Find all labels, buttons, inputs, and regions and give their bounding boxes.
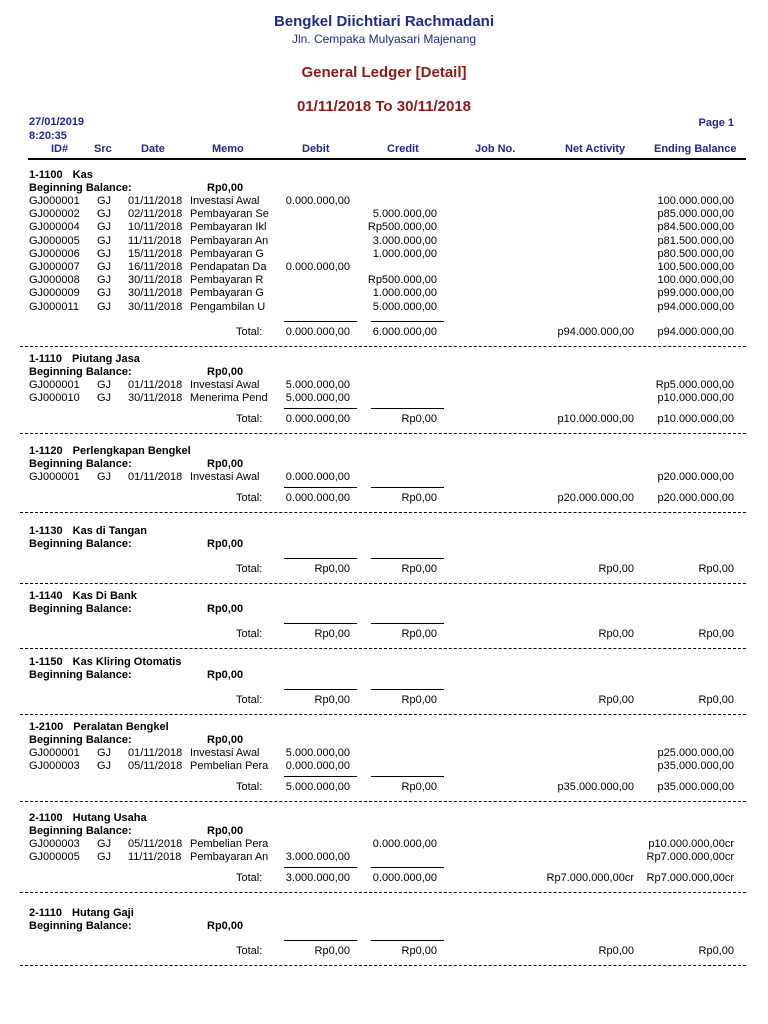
total-label: Total:: [236, 628, 263, 640]
entry-src: GJ: [97, 208, 112, 221]
beginning-balance-label: Beginning Balance:: [29, 825, 132, 837]
entry-ending-balance: p20.000.000,00: [657, 471, 734, 483]
debit-total-rule: [284, 408, 357, 409]
entry-src: GJ: [97, 247, 112, 260]
total-debit: 5.000.000,00: [285, 781, 350, 794]
beginning-balance-value: Rp0,00: [207, 669, 244, 681]
entry-memo: Pengambilan U: [190, 300, 266, 313]
entry-debit: 5.000.000,00: [285, 379, 350, 391]
total-label: Total:: [236, 492, 263, 505]
entry-debit: 5.000.000,00: [285, 392, 350, 405]
entry-src: GJ: [97, 261, 112, 273]
total-ending-balance: Rp0,00: [698, 945, 734, 957]
account-heading: [29, 590, 137, 602]
entry-id: GJ000003: [29, 838, 80, 850]
beginning-balance-value: Rp0,00: [207, 734, 244, 746]
section-divider: [20, 346, 746, 347]
entry-ending-balance: 100.000.000,00: [657, 195, 734, 207]
total-credit: Rp0,00: [401, 694, 437, 706]
entry-id: GJ000001: [29, 747, 80, 759]
account-code: 1-1140: [29, 590, 63, 602]
entry-credit: 1.000.000,00: [372, 287, 437, 300]
total-net-activity: p94.000.000,00: [557, 326, 634, 338]
total-credit: 6.000.000,00: [372, 326, 437, 338]
entry-credit: 3.000.000,00: [372, 234, 437, 247]
entry-date: 01/11/2018: [128, 747, 183, 759]
print-time: 8:20:35: [29, 130, 67, 142]
account-name: Peralatan Bengkel: [73, 721, 169, 733]
col-header-id: ID#: [51, 143, 69, 155]
beginning-balance-value: Rp0,00: [207, 182, 244, 194]
entry-date: 30/11/2018: [128, 287, 183, 300]
total-debit: Rp0,00: [314, 945, 350, 957]
account-heading: [29, 169, 93, 181]
section-divider: [20, 433, 746, 434]
entry-id: GJ000007: [29, 261, 80, 273]
total-ending-balance: Rp0,00: [698, 628, 734, 640]
account-heading: [29, 721, 169, 733]
col-header-debit: Debit: [302, 143, 330, 155]
total-credit: Rp0,00: [401, 492, 437, 505]
table-row: [0, 838, 768, 851]
account-name: Piutang Jasa: [72, 353, 140, 365]
total-label: Total:: [236, 781, 263, 794]
credit-total-rule: [371, 623, 444, 624]
beginning-balance-label: Beginning Balance:: [29, 603, 132, 615]
entry-debit: 0.000.000,00: [285, 195, 350, 207]
entry-id: GJ000005: [29, 234, 80, 247]
total-net-activity: Rp0,00: [598, 563, 634, 575]
credit-total-rule: [371, 408, 444, 409]
entry-ending-balance: p99.000.000,00: [657, 287, 734, 300]
total-ending-balance: p10.000.000,00: [657, 413, 734, 426]
credit-total-rule: [371, 321, 444, 322]
account-code: 1-2100: [29, 721, 64, 733]
total-debit: Rp0,00: [314, 628, 350, 640]
debit-total-rule: [284, 689, 357, 690]
table-row: [0, 747, 768, 760]
entry-src: GJ: [97, 471, 112, 483]
account-name: Kas: [72, 169, 93, 181]
entry-date: 11/11/2018: [128, 851, 182, 864]
report-title: General Ledger [Detail]: [301, 64, 467, 81]
debit-total-rule: [284, 867, 357, 868]
entry-credit: Rp500.000,00: [367, 274, 437, 287]
col-header-memo: Memo: [212, 143, 244, 155]
col-header-date: Date: [141, 143, 165, 155]
entry-debit: 0.000.000,00: [285, 471, 350, 483]
beginning-balance-value: Rp0,00: [207, 366, 244, 378]
section-divider: [20, 512, 746, 513]
total-debit: Rp0,00: [314, 694, 350, 706]
entry-date: 05/11/2018: [128, 760, 183, 773]
entry-ending-balance: p25.000.000,00: [657, 747, 734, 759]
table-row: [0, 301, 768, 314]
account-name: Perlengkapan Bengkel: [72, 445, 191, 457]
report-period: 01/11/2018 To 30/11/2018: [296, 98, 472, 115]
entry-debit: 0.000.000,00: [285, 760, 350, 773]
total-debit: 3.000.000,00: [285, 872, 350, 885]
account-name: Kas Di Bank: [72, 590, 137, 602]
total-debit: Rp0,00: [314, 563, 350, 575]
col-header-net-activity: Net Activity: [565, 143, 626, 155]
total-net-activity: Rp0,00: [598, 694, 634, 706]
account-heading: [29, 525, 147, 537]
account-name: Kas Kliring Otomatis: [72, 656, 182, 668]
total-label: Total:: [236, 945, 263, 957]
entry-memo: Pembayaran R: [190, 274, 264, 287]
credit-total-rule: [371, 487, 444, 488]
entry-debit: 0.000.000,00: [285, 261, 350, 273]
entry-id: GJ000001: [29, 195, 80, 207]
account-name: Hutang Usaha: [72, 812, 147, 824]
account-code: 1-1150: [29, 656, 63, 668]
table-row: [0, 195, 768, 208]
total-label: Total:: [236, 413, 263, 426]
entry-src: GJ: [97, 392, 112, 405]
header-rule: [28, 158, 746, 160]
total-credit: Rp0,00: [401, 945, 437, 957]
beginning-balance-label: Beginning Balance:: [29, 734, 132, 746]
entry-id: GJ000008: [29, 274, 80, 287]
entry-memo: Pembayaran G: [190, 287, 264, 300]
total-credit: Rp0,00: [401, 413, 437, 426]
total-ending-balance: p20.000.000,00: [657, 492, 734, 505]
total-net-activity: p10.000.000,00: [557, 413, 634, 426]
company-name: Bengkel Diichtiari Rachmadani: [273, 13, 495, 30]
col-header-job-no: Job No.: [475, 143, 516, 155]
entry-id: GJ000001: [29, 379, 80, 391]
entry-date: 05/11/2018: [128, 838, 183, 850]
entry-date: 11/11/2018: [128, 234, 182, 247]
entry-id: GJ000001: [29, 471, 80, 483]
account-heading: [29, 656, 181, 668]
entry-date: 01/11/2018: [128, 379, 183, 391]
table-row: [0, 221, 768, 234]
debit-total-rule: [284, 321, 357, 322]
entry-date: 15/11/2018: [128, 247, 183, 260]
entry-ending-balance: Rp5.000.000,00: [655, 379, 734, 391]
account-code: 1-1100: [29, 169, 63, 181]
table-row: [0, 274, 768, 287]
debit-total-rule: [284, 558, 357, 559]
total-net-activity: Rp0,00: [598, 628, 634, 640]
entry-memo: Pembayaran Se: [190, 208, 269, 221]
entry-src: GJ: [97, 851, 112, 864]
table-row: [0, 851, 768, 864]
beginning-balance-label: Beginning Balance:: [29, 458, 132, 470]
entry-date: 30/11/2018: [128, 300, 183, 313]
entry-ending-balance: 100.500.000,00: [657, 261, 734, 273]
total-net-activity: Rp0,00: [598, 945, 634, 957]
table-row: [0, 760, 768, 773]
total-ending-balance: Rp0,00: [698, 563, 734, 575]
entry-src: GJ: [97, 195, 112, 207]
beginning-balance-value: Rp0,00: [207, 825, 244, 837]
credit-total-rule: [371, 940, 444, 941]
entry-date: 01/11/2018: [128, 195, 183, 207]
entry-memo: Investasi Awal: [190, 195, 260, 207]
entry-src: GJ: [97, 379, 112, 391]
total-credit: Rp0,00: [401, 563, 437, 575]
beginning-balance-label: Beginning Balance:: [29, 182, 132, 194]
entry-date: 01/11/2018: [128, 471, 183, 483]
account-code: 1-1110: [29, 353, 63, 365]
entry-date: 30/11/2018: [128, 392, 183, 405]
total-ending-balance: Rp7.000.000,00cr: [646, 872, 734, 885]
entry-credit: 5.000.000,00: [372, 208, 437, 221]
entry-ending-balance: p81.500.000,00: [657, 234, 734, 247]
entry-ending-balance: p85.000.000,00: [657, 208, 734, 221]
section-divider: [20, 801, 746, 802]
entry-src: GJ: [97, 274, 112, 287]
entry-memo: Investasi Awal: [190, 379, 260, 391]
entry-debit: 3.000.000,00: [285, 851, 350, 864]
entry-src: GJ: [97, 747, 112, 759]
entry-ending-balance: p10.000.000,00cr: [648, 838, 734, 850]
table-row: [0, 261, 768, 274]
entry-debit: 5.000.000,00: [285, 747, 350, 759]
total-debit: 0.000.000,00: [285, 492, 350, 505]
total-credit: Rp0,00: [401, 781, 437, 794]
table-row: [0, 235, 768, 248]
entry-ending-balance: p35.000.000,00: [657, 760, 734, 773]
entry-id: GJ000004: [29, 221, 80, 234]
entry-id: GJ000005: [29, 851, 80, 864]
total-credit: Rp0,00: [401, 628, 437, 640]
beginning-balance-value: Rp0,00: [207, 603, 244, 615]
entry-ending-balance: p84.500.000,00: [657, 221, 734, 234]
entry-memo: Pembayaran G: [190, 247, 264, 260]
account-code: 1-1120: [29, 445, 63, 457]
account-heading: [29, 445, 191, 457]
beginning-balance-label: Beginning Balance:: [29, 366, 132, 378]
entry-src: GJ: [97, 221, 112, 234]
entry-src: GJ: [97, 300, 112, 313]
beginning-balance-value: Rp0,00: [207, 538, 244, 550]
entry-memo: Investasi Awal: [190, 747, 260, 759]
entry-memo: Pembelian Pera: [190, 838, 269, 850]
table-row: [0, 208, 768, 221]
debit-total-rule: [284, 487, 357, 488]
page-number: Page 1: [698, 117, 734, 129]
entry-memo: Menerima Pend: [190, 392, 268, 405]
entry-id: GJ000003: [29, 760, 80, 773]
total-ending-balance: Rp0,00: [698, 694, 734, 706]
credit-total-rule: [371, 689, 444, 690]
total-label: Total:: [236, 563, 263, 575]
total-debit: 0.000.000,00: [285, 326, 350, 338]
entry-credit: 0.000.000,00: [372, 838, 437, 850]
entry-ending-balance: p94.000.000,00: [657, 300, 734, 313]
debit-total-rule: [284, 940, 357, 941]
entry-credit: Rp500.000,00: [367, 221, 437, 234]
entry-memo: Pembayaran An: [190, 851, 269, 864]
section-divider: [20, 965, 746, 966]
entry-memo: Pendapatan Da: [190, 261, 267, 273]
entry-id: GJ000006: [29, 247, 80, 260]
col-header-src: Src: [94, 143, 112, 155]
total-credit: 0.000.000,00: [372, 872, 437, 885]
entry-id: GJ000009: [29, 287, 80, 300]
entry-id: GJ000010: [29, 392, 80, 405]
total-label: Total:: [236, 694, 263, 706]
credit-total-rule: [371, 867, 444, 868]
print-date: 27/01/2019: [29, 116, 85, 128]
company-address: Jln. Cempaka Mulyasari Majenang: [291, 32, 477, 46]
total-ending-balance: p35.000.000,00: [657, 781, 734, 794]
account-code: 2-1100: [29, 812, 63, 824]
entry-date: 16/11/2018: [128, 261, 183, 273]
beginning-balance-label: Beginning Balance:: [29, 669, 132, 681]
entry-id: GJ000011: [29, 300, 79, 313]
entry-credit: 5.000.000,00: [372, 300, 437, 313]
account-name: Kas di Tangan: [72, 525, 148, 537]
entry-credit: 1.000.000,00: [372, 247, 437, 260]
table-row: [0, 248, 768, 261]
entry-src: GJ: [97, 234, 112, 247]
entry-memo: Pembelian Pera: [190, 760, 269, 773]
beginning-balance-label: Beginning Balance:: [29, 920, 132, 932]
entry-memo: Pembayaran An: [190, 234, 269, 247]
account-code: 2-1110: [29, 907, 63, 919]
account-heading: [29, 353, 140, 365]
account-heading: [29, 812, 147, 824]
table-row: [0, 392, 768, 405]
total-debit: 0.000.000,00: [285, 413, 350, 426]
total-label: Total:: [236, 872, 263, 885]
entry-src: GJ: [97, 760, 112, 773]
entry-date: 30/11/2018: [128, 274, 183, 287]
total-net-activity: p20.000.000,00: [557, 492, 634, 505]
credit-total-rule: [371, 558, 444, 559]
entry-memo: Investasi Awal: [190, 471, 260, 483]
entry-ending-balance: p80.500.000,00: [657, 247, 734, 260]
table-row: [0, 471, 768, 484]
entry-ending-balance: 100.000.000,00: [657, 274, 734, 287]
total-ending-balance: p94.000.000,00: [657, 326, 734, 338]
entry-ending-balance: Rp7.000.000,00cr: [646, 851, 734, 864]
account-code: 1-1130: [29, 525, 63, 537]
entry-src: GJ: [97, 287, 112, 300]
debit-total-rule: [284, 623, 357, 624]
beginning-balance-value: Rp0,00: [207, 458, 244, 470]
col-header-credit: Credit: [387, 143, 419, 155]
entry-src: GJ: [97, 838, 112, 850]
total-net-activity: p35.000.000,00: [557, 781, 634, 794]
total-net-activity: Rp7.000.000,00cr: [546, 872, 634, 885]
section-divider: [20, 583, 746, 584]
entry-date: 10/11/2018: [128, 221, 183, 234]
debit-total-rule: [284, 776, 357, 777]
account-name: Hutang Gaji: [72, 907, 134, 919]
entry-ending-balance: p10.000.000,00: [657, 392, 734, 405]
table-row: [0, 287, 768, 300]
section-divider: [20, 892, 746, 893]
total-label: Total:: [236, 326, 263, 338]
section-divider: [20, 648, 746, 649]
entry-memo: Pembayaran Ikl: [190, 221, 267, 234]
account-heading: [29, 907, 134, 919]
beginning-balance-label: Beginning Balance:: [29, 538, 132, 550]
entry-id: GJ000002: [29, 208, 80, 221]
beginning-balance-value: Rp0,00: [207, 920, 244, 932]
credit-total-rule: [371, 776, 444, 777]
entry-date: 02/11/2018: [128, 208, 183, 221]
col-header-ending-balance: Ending Balance: [654, 143, 737, 155]
section-divider: [20, 714, 746, 715]
table-row: [0, 379, 768, 392]
